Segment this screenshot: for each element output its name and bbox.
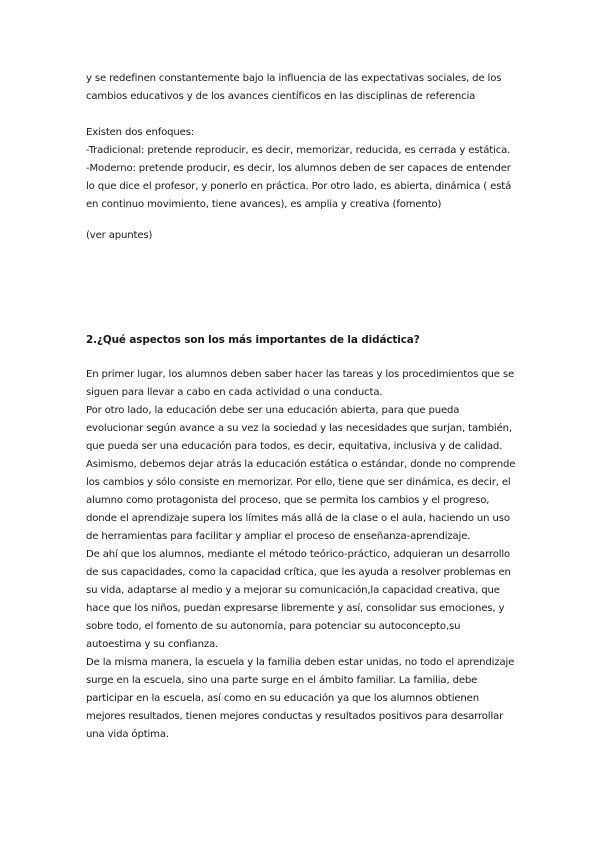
body-line: evolucionar según avance a su vez la sociedad y las necesidades que surjan, también, [86, 423, 512, 434]
section-heading: 2.¿Qué aspectos son los más importantes de la didáctica? [86, 334, 420, 346]
section-2-body [86, 366, 526, 744]
body-line: una vida óptima. [86, 729, 169, 740]
body-line: surge en la escuela, sino una parte surge en el ámbito familiar. La familia, debe [86, 675, 478, 686]
body-line: Por otro lado, la educación debe ser una educación abierta, para que pueda [86, 405, 460, 416]
intro-line: cambios educativos y de los avances científicos en las disciplinas de referencia [86, 91, 476, 102]
note-paragraph [86, 227, 526, 245]
body-line: mejores resultados, tienen mejores conductas y resultados positivos para desarrollar [86, 711, 504, 722]
body-line: hace que los niños, puedan expresarse libremente y así, consolidar sus emociones, y [86, 603, 505, 614]
body-line: participar en la escuela, así como en su educación ya que los alumnos obtienen [86, 693, 479, 704]
body-line: De la misma manera, la escuela y la familia deben estar unidas, no todo el aprendizaje [86, 657, 515, 668]
intro-line: y se redefinen constantemente bajo la influencia de las expectativas sociales, de los [86, 73, 502, 84]
body-line: donde el aprendizaje supera los límites más allá de la clase o el aula, haciendo un uso [86, 513, 510, 524]
body-line: su vida, adaptarse al medio y a mejorar su comunicación,la capacidad creativa, que [86, 585, 500, 596]
body-line: siguen para llevar a cabo en cada actividad o una conducta. [86, 387, 383, 398]
section-2-heading-block [86, 331, 526, 349]
body-line: de herramientas para facilitar y ampliar el proceso de enseñanza-aprendizaje. [86, 531, 471, 542]
approaches-line: Existen dos enfoques: [86, 127, 195, 138]
approaches-line: -Tradicional: pretende reproducir, es decir, memorizar, reducida, es cerrada y estática. [86, 145, 511, 156]
body-line: De ahí que los alumnos, mediante el método teórico-práctico, adquieran un desarrollo [86, 549, 511, 560]
body-line: los cambios y sólo consiste en memorizar. Por ello, tiene que ser dinámica, es decir, el [86, 477, 511, 488]
body-line: Asimismo, debemos dejar atrás la educación estática o estándar, donde no comprende [86, 459, 516, 470]
body-line: autoestima y su confianza. [86, 639, 219, 650]
intro-paragraph [86, 70, 526, 106]
approaches-paragraph [86, 124, 526, 214]
body-line: de sus capacidades, como la capacidad crítica, que les ayuda a resolver problemas en [86, 567, 511, 578]
approaches-line: lo que dice el profesor, y ponerlo en práctica. Por otro lado, es abierta, dinámica ( está [86, 181, 512, 192]
note-text: (ver apuntes) [86, 230, 153, 241]
body-line: alumno como protagonista del proceso, que se permita los cambios y el progreso, [86, 495, 490, 506]
approaches-line: en continuo movimiento, tiene avances), es amplia y creativa (fomento) [86, 199, 442, 210]
body-line: que pueda ser una educación para todos, es decir, equitativa, inclusiva y de calidad. [86, 441, 503, 452]
body-line: sobre todo, el fomento de su autonomía, para potenciar su autoconcepto,su [86, 621, 461, 632]
body-line: En primer lugar, los alumnos deben saber hacer las tareas y los procedimientos que se [86, 369, 515, 380]
approaches-line: -Moderno: pretende producir, es decir, los alumnos deben de ser capaces de entender [86, 163, 511, 174]
